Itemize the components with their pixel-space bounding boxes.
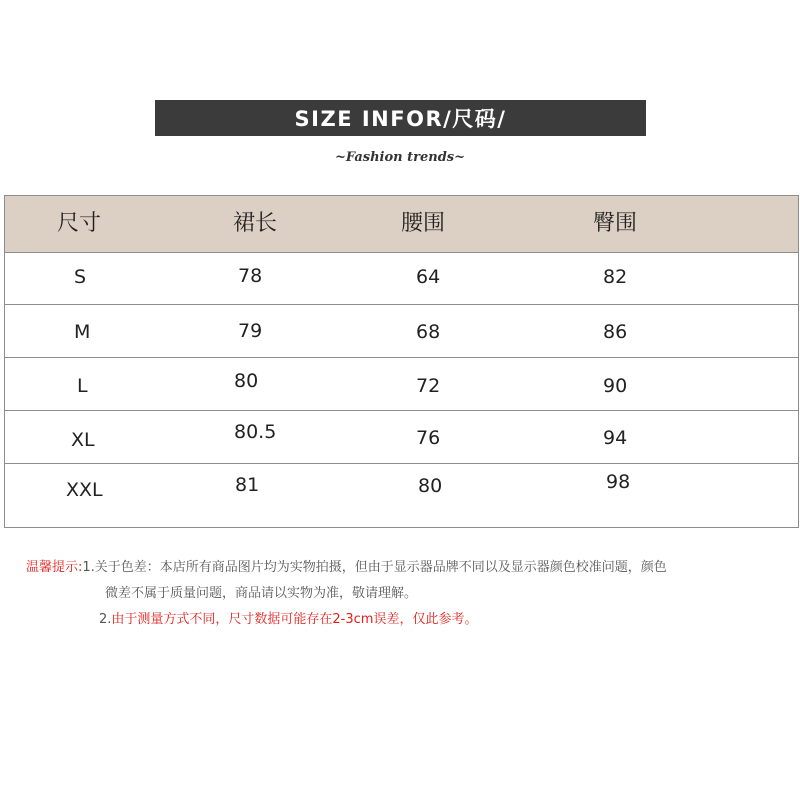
row-divider	[5, 252, 798, 253]
waist-cell: 76	[416, 427, 441, 449]
skirt-length-cell: 80	[234, 370, 259, 392]
skirt-length-cell: 80.5	[234, 421, 277, 443]
waist-cell: 72	[416, 375, 441, 397]
table-header-row	[5, 196, 798, 252]
column-header-size: 尺寸	[57, 211, 102, 236]
waist-cell: 80	[418, 475, 443, 497]
row-divider	[5, 463, 798, 464]
size-cell: XL	[71, 429, 95, 451]
reminder-label: 温馨提示:	[26, 560, 83, 575]
note-2-number: 2.	[99, 612, 112, 627]
hip-cell: 82	[603, 266, 628, 288]
waist-cell: 64	[416, 266, 441, 288]
note-1-line-2: 微差不属于质量问题，商品请以实物为准，敬请理解。	[105, 586, 418, 601]
size-cell: L	[77, 375, 88, 397]
fashion-trends-subtitle: ~Fashion trends~	[334, 150, 466, 165]
note-2-text: 由于测量方式不同，尺寸数据可能存在2-3cm误差，仅此参考。	[111, 612, 478, 627]
size-info-title: SIZE INFOR/尺码/	[155, 100, 646, 136]
size-table	[4, 195, 799, 528]
hip-cell: 94	[603, 427, 628, 449]
note-2	[99, 607, 477, 633]
row-divider	[5, 410, 798, 411]
size-cell: M	[74, 321, 91, 343]
row-divider	[5, 304, 798, 305]
column-header-waist: 腰围	[401, 211, 446, 236]
note-1-line-1	[26, 555, 667, 581]
column-header-hip: 臀围	[593, 211, 638, 236]
row-divider	[5, 357, 798, 358]
size-cell: S	[74, 266, 87, 288]
column-header-skirt-length: 裙长	[233, 211, 278, 236]
note-1-text: 1.关于色差：本店所有商品图片均为实物拍摄，但由于显示器品牌不同以及显示器颜色校准问题，颜色	[82, 560, 667, 575]
hip-cell: 90	[603, 375, 628, 397]
hip-cell: 86	[603, 321, 628, 343]
skirt-length-cell: 79	[238, 320, 263, 342]
hip-cell: 98	[606, 471, 631, 493]
size-cell: XXL	[66, 479, 103, 501]
skirt-length-cell: 81	[235, 474, 260, 496]
waist-cell: 68	[416, 321, 441, 343]
skirt-length-cell: 78	[238, 265, 263, 287]
